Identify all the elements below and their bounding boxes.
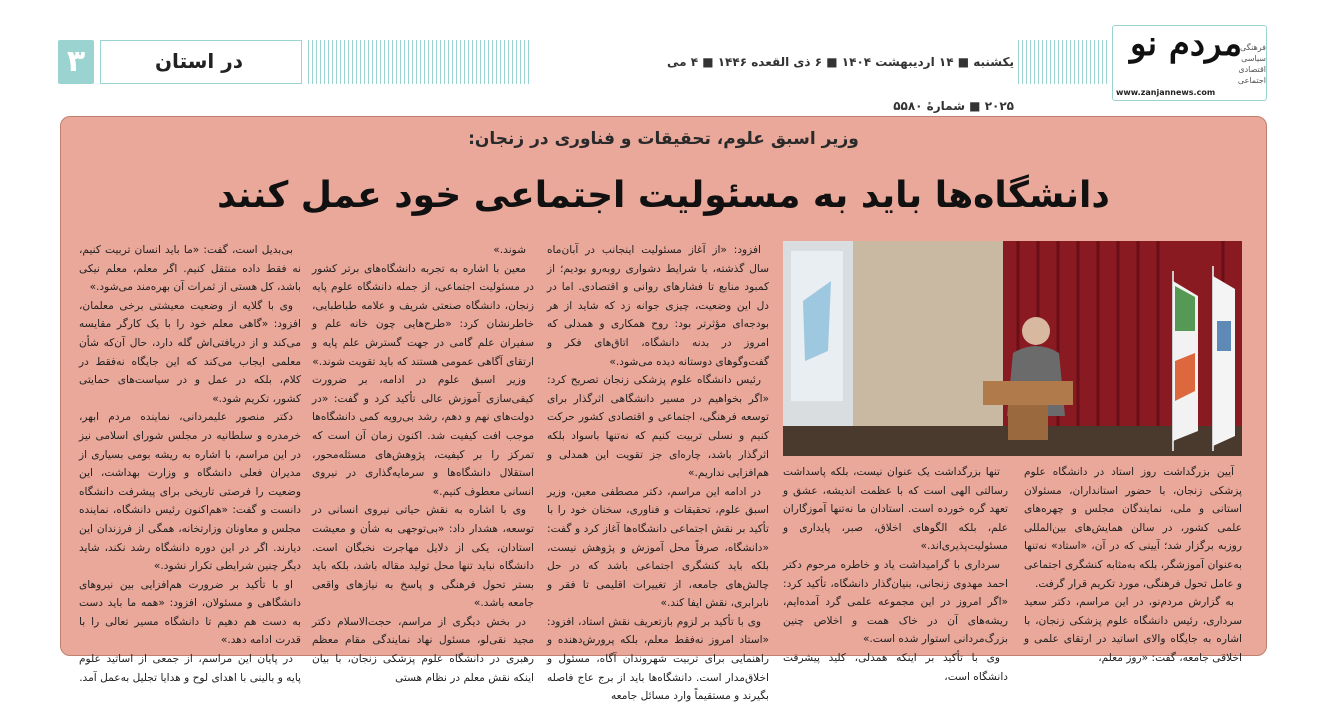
page-header	[0, 0, 1322, 113]
article-paragraph: دکتر منصور علیمردانی، نماینده مردم ابهر، خرمدره و سلطانیه در مجلس شورای اسلامی نیز در این مراسم، با اشاره به ریشه بومی بسیاری از مدیران فعلی دانشگاه و وزارت بهداشت، این وضعیت را فرصتی تاریخی برای پیشرفت دانشگاه دانست و گفت: «هم‌اکنون رئیس دانشگاه، نماینده مجلس و معاونان وزارتخانه، همگی از فرزندان این دیارند. اگر در این دوره دانشگاه رشد نکند، شاید دیگر چنین شرایطی تکرار نشود.»	[79, 411, 301, 573]
decorative-stripes-right	[1018, 40, 1108, 84]
article-paragraph: تنها بزرگداشت یک عنوان نیست، بلکه پاسداشت رسالتی الهی است که با عظمت اندیشه، عشق و تعهد گره خورده است. استادان ما نه‌تنها آموزگاران علم، بلکه الگوهای اخلاق، صبر، پایداری و مسئولیت‌پذیری‌اند.»	[783, 466, 1008, 553]
decorative-stripes-left	[308, 40, 530, 84]
masthead-tag: فرهنگی	[1240, 43, 1266, 52]
article-paragraph: آیین بزرگداشت روز استاد در دانشگاه علوم پزشکی زنجان، با حضور استانداران، مسئولان استانی و ملی، نمایندگان مجلس و چهره‌های علمی کشور، در سالن همایش‌های بین‌المللی روزبه برگزار شد؛ آیینی که در آن، «استاد» نه‌تنها به‌عنوان آموزشگر، بلکه به‌مثابه کنشگری اجتماعی و عامل تحول فرهنگی، مورد تکریم قرار گرفت.	[1024, 466, 1242, 590]
article-paragraph: معین با اشاره به تجربه دانشگاه‌های برتر کشور در مسئولیت اجتماعی، از جمله دانشگاه علوم پایه زنجان، دانشگاه صنعتی شریف و علامه طباطبایی، خاطرنشان کرد: «طرح‌هایی چون خانه علم و سفیران علم گامی در جهت گسترش علم پایه و ارتقای آگاهی عمومی هستند که باید تقویت شوند.»	[312, 262, 534, 368]
speaker-photo-illustration	[783, 241, 1242, 456]
article-paragraph: شوند.»	[493, 244, 526, 256]
article-paragraph: سرداری با گرامیداشت یاد و خاطره مرحوم دکتر احمد مهدوی زنجانی، بنیان‌گذار دانشگاه، تأکید کرد: «اگر امروز در این مجموعه علمی گرد آمده‌ایم، ریشه‌های آن در خاک همت و اخلاص چنین بزرگ‌مردانی استوار شده است.»	[783, 558, 1008, 646]
section-title: در استان	[154, 49, 243, 73]
article-paragraph: به گزارش مردم‌نو، در این مراسم، دکتر سعید سرداری، رئیس دانشگاه علوم پزشکی زنجان، با اشاره به جایگاه والای اساتید در ارتقای علمی و اخلاقی جامعه، گفت: «روز معلم،	[1024, 596, 1242, 664]
masthead-logo: مردم نو	[1130, 24, 1243, 64]
section-box	[100, 40, 302, 84]
masthead-tag: اجتماعی	[1237, 76, 1266, 85]
article-paragraph: افزود: «از آغاز مسئولیت اینجانب در آبان‌ماه سال گذشته، با شرایط دشواری روبه‌رو بودیم؛ از کمبود منابع تا فشارهای روانی و اقتصادی. اما در دل این وضعیت، چیزی جوانه زد که شاید از هر بودجه‌ای مؤثرتر بود: روح همکاری و همدلی که امروز در بدنه دانشگاه، اتاق‌های فکر و گفت‌وگوهای دوستانه دیده می‌شود.»	[547, 244, 769, 368]
article-paragraph: در پایان این مراسم، از جمعی از اساتید علوم پایه و بالینی با اهدای لوح و هدایا تجلیل به‌عمل آمد.	[79, 653, 301, 684]
article-headline: دانشگاه‌ها باید به مسئولیت اجتماعی خود عمل کنند	[217, 175, 1110, 216]
article-paragraph: رئیس دانشگاه علوم پزشکی زنجان تصریح کرد: «اگر بخواهیم در مسیر دانشگاهی اثرگذار برای توسعه فرهنگی، اجتماعی و اقتصادی کشور حرکت کنیم و نسلی تربیت کنیم که نه‌تنها باسواد بلکه اثرگذار باشد، چاره‌ای جز تقویت این همدلی و هم‌افزایی نداریم.»	[547, 374, 769, 480]
masthead-tag: اقتصادی	[1238, 65, 1266, 74]
article-paragraph: در ادامه این مراسم، دکتر مصطفی معین، وزیر اسبق علوم، تحقیقات و فناوری، سخنان خود را با تأکید بر نقش اجتماعی دانشگاه‌ها آغاز کرد و گفت: «دانشگاه، صرفاً محل آموزش و پژوهش نیست، بلکه باید کنشگری اجتماعی باشد که در حل چالش‌های جامعه، از تغییرات اقلیمی تا فقر و نابرابری، نقش ایفا کند.»	[547, 485, 769, 610]
dateline: یکشنبه ■ ۱۴ اردیبهشت ۱۴۰۴ ■ ۶ ذی القعده ۱۴۴۶ ■ ۴ می ۲۰۲۵ ■ شمارهٔ ۵۵۸۰	[666, 55, 1014, 113]
article-column-3	[547, 241, 769, 703]
masthead-tag: سیاسی	[1241, 54, 1266, 63]
article-panel	[60, 116, 1267, 703]
article-paragraph: وی با تأکید بر اینکه همدلی، کلید پیشرفت دانشگاه است،	[783, 651, 1008, 683]
article-paragraph: در بخش دیگری از مراسم، حجت‌الاسلام دکتر مجید نقی‌لو، مسئول نهاد نمایندگی مقام معظم رهبری در دانشگاه علوم پزشکی زنجان، با بیان اینکه نقش معلم در نظام هستی	[312, 615, 534, 684]
article-kicker: وزیر اسبق علوم، تحقیقات و فناوری در زنجان:	[468, 129, 859, 149]
article-column-1	[1024, 463, 1242, 664]
article-column-4	[312, 241, 534, 684]
masthead-tags	[1226, 42, 1266, 86]
speaker-photo	[783, 241, 1242, 456]
article-paragraph: وی با تأکید بر لزوم بازتعریف نقش استاد، افزود: «استاد امروز نه‌فقط معلم، بلکه پرورش‌دهنده و راهنمایی برای تربیت شهروندان آگاه، مسئول و اخلاق‌مدار است. دانشگاه‌ها باید از برج عاج فاصله بگیرند و مستقیماً وارد مسائل جامعه	[547, 615, 769, 703]
article-paragraph: وی با اشاره به نقش حیاتی نیروی انسانی در توسعه، هشدار داد: «بی‌توجهی به شأن و معیشت استادان، یکی از دلایل مهاجرت نخبگان است. دانشگاه نباید تنها محل تولید مقاله باشد، بلکه باید بستر تحول فرهنگی و پاسخ به نیازهای واقعی جامعه باشد.»	[312, 504, 534, 610]
article-column-5	[79, 241, 301, 684]
article-paragraph: او با تأکید بر ضرورت هم‌افزایی بین نیروهای دانشگاهی و مسئولان، افزود: «همه ما باید دست به دست هم دهیم تا دانشگاه مسیر تعالی را با قدرت ادامه دهد.»	[79, 578, 301, 647]
article-paragraph: وزیر اسبق علوم در ادامه، بر ضرورت کیفی‌سازی آموزش عالی تأکید کرد و گفت: «در دولت‌های نهم و دهم، رشد بی‌رویه کمی دانشگاه‌ها موجب افت کیفیت شد. اکنون زمان آن است که تمرکز را بر کیفیت، پژوهش‌های مسئله‌محور، استقلال دانشگاه‌ها و سرمایه‌گذاری در نیروی انسانی معطوف کنیم.»	[312, 374, 534, 498]
article-paragraph: بی‌بدیل است، گفت: «ما باید انسان تربیت کنیم، نه فقط داده منتقل کنیم. اگر معلم، معلم نیکی باشد، کل هستی از ثمرات آن بهره‌مند می‌شود.»	[79, 244, 301, 294]
article-column-2	[783, 463, 1008, 683]
masthead-url: www.zanjannews.com	[1116, 88, 1216, 97]
article-paragraph: وی با گلایه از وضعیت معیشتی برخی معلمان، افزود: «گاهی معلم خود را با یک کارگر مقایسه می‌کند و از دریافتی‌اش گله دارد، حال آن‌که شأن معلمی ایجاب می‌کند که این جایگاه نه‌فقط در کلام، بلکه در عمل و در سیاست‌های حمایتی کشور، تکریم شود.»	[79, 299, 301, 405]
page-number: ۳	[58, 40, 94, 84]
